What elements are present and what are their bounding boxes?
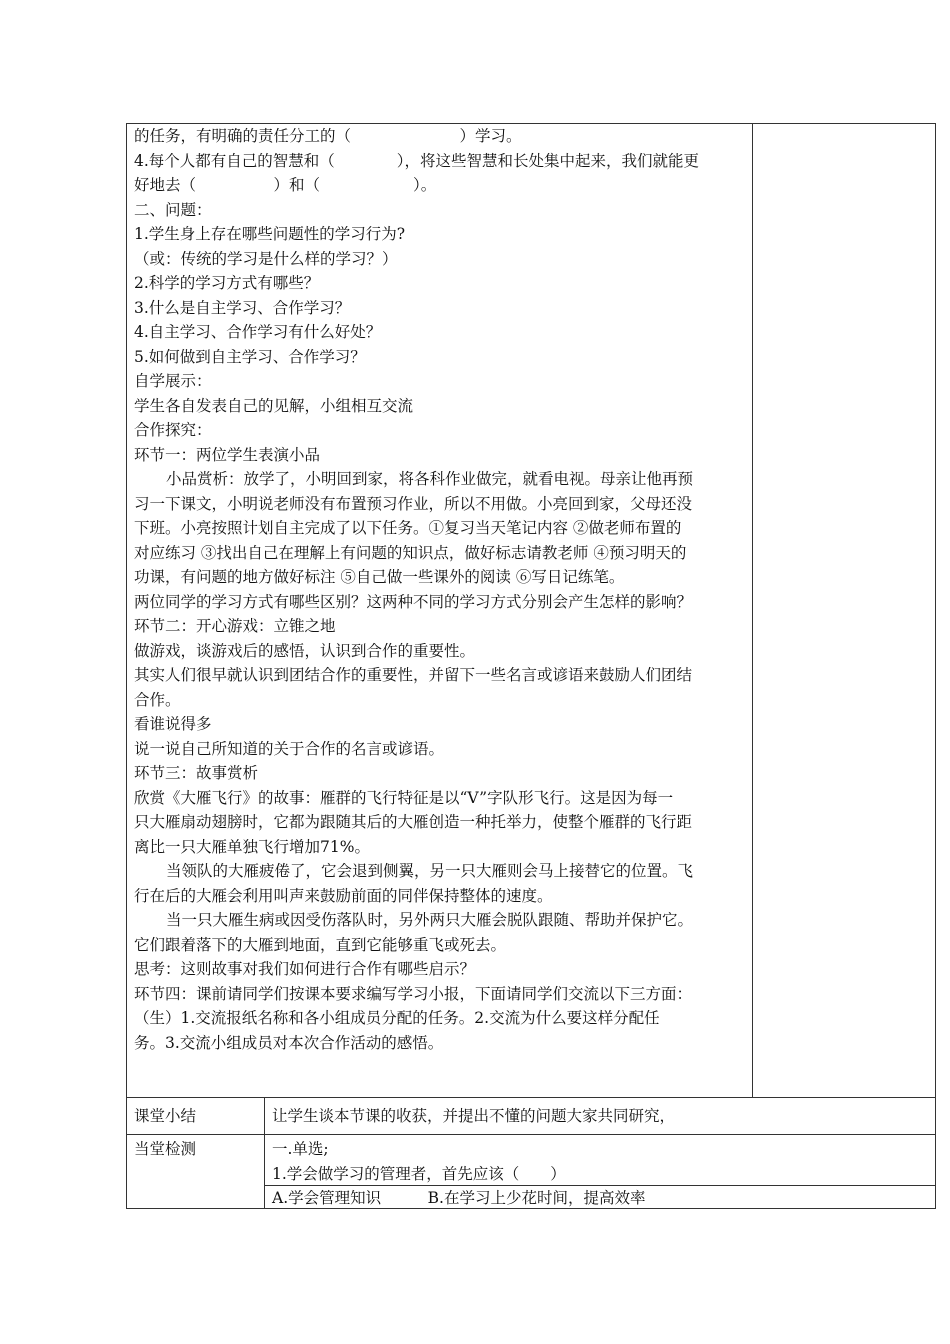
text-line: 看谁说得多 xyxy=(134,715,212,733)
column-divider xyxy=(264,1097,265,1209)
text-line: 的任务，有明确的责任分工的（ ）学习。 xyxy=(134,127,522,145)
section-heading: 合作探究： xyxy=(134,421,212,439)
summary-text: 让学生谈本节课的收获，并提出不懂的问题大家共同研究， xyxy=(272,1107,676,1125)
text-line: 下班。小亮按照计划自主完成了以下任务。①复习当天笔记内容 ②做老师布置的 xyxy=(134,519,682,537)
question-line: 2.科学的学习方式有哪些？ xyxy=(134,274,320,292)
text-line: 合作。 xyxy=(134,690,181,709)
test-content xyxy=(272,1137,922,1211)
section-heading: 环节三：故事赏析 xyxy=(134,764,259,782)
question-line: （或：传统的学习是什么样的学习？） xyxy=(134,249,398,268)
section-heading: 环节二：开心游戏：立锥之地 xyxy=(134,617,336,635)
text-line: 它们跟着落下的大雁到地面，直到它能够重飞或死去。 xyxy=(134,935,507,954)
text-line: 说一说自己所知道的关于合作的名言或谚语。 xyxy=(134,739,445,758)
question-line: 1.学生身上存在哪些问题性的学习行为? xyxy=(134,225,406,243)
text-line: 好地去（ ）和（ ）。 xyxy=(134,176,437,194)
text-line: （生）1.交流报纸名称和各小组成员分配的任务。2.交流为什么要这样分配任 xyxy=(134,1009,660,1027)
main-content xyxy=(134,124,748,1055)
text-line: 环节四：课前请同学们按课本要求编写学习小报，下面请同学们交流以下三方面： xyxy=(134,984,693,1003)
text-line: 小品赏析：放学了，小明回到家，将各科作业做完，就看电视。母亲让他再预 xyxy=(166,470,694,488)
text-line: 欣赏《大雁飞行》的故事：雁群的飞行特征是以“V”字队形飞行。这是因为每一 xyxy=(134,788,674,807)
question-line: 5.如何做到自主学习、合作学习？ xyxy=(134,347,366,366)
text-line: 做游戏，谈游戏后的感悟，认识到合作的重要性。 xyxy=(134,641,476,660)
text-line: 功课，有问题的地方做好标注 ⑤自己做一些课外的阅读 ⑥写日记练笔。 xyxy=(134,568,625,586)
text-line: 学生各自发表自己的见解，小组相互交流 xyxy=(134,396,414,415)
test-question: 1.学会做学习的管理者，首先应该（ ） xyxy=(272,1164,566,1183)
section-heading: 自学展示： xyxy=(134,372,212,390)
summary-label: 课堂小结 xyxy=(134,1107,197,1125)
text-line: 思考：这则故事对我们如何进行合作有哪些启示？ xyxy=(134,960,476,978)
text-line: 行在后的大雁会利用叫声来鼓励前面的同伴保持整体的速度。 xyxy=(134,886,553,905)
column-divider xyxy=(752,123,753,1097)
section-heading: 环节一：两位学生表演小品 xyxy=(134,445,321,464)
section-heading: 二、问题： xyxy=(134,200,212,219)
test-label: 当堂检测 xyxy=(134,1140,197,1158)
text-line: 只大雁扇动翅膀时，它都为跟随其后的大雁创造一种托举力，使整个雁群的飞行距 xyxy=(134,813,693,831)
text-line: 当领队的大雁疲倦了，它会退到侧翼，另一只大雁则会马上接替它的位置。飞 xyxy=(166,862,694,880)
row-divider xyxy=(126,1097,936,1098)
text-line: 习一下课文，小明说老师没有布置预习作业，所以不用做。小亮回到家，父母还没 xyxy=(134,494,693,513)
text-line: 当一只大雁生病或因受伤落队时，另外两只大雁会脱队跟随、帮助并保护它。 xyxy=(166,911,694,929)
row-divider xyxy=(126,1134,936,1135)
question-line: 4.自主学习、合作学习有什么好处？ xyxy=(134,323,382,341)
text-line: 对应练习 ③找出自己在理解上有问题的知识点，做好标志请教老师 ④预习明天的 xyxy=(134,543,687,562)
text-line: 其实人们很早就认识到团结合作的重要性，并留下一些名言或谚语来鼓励人们团结 xyxy=(134,666,693,684)
text-line: 务。3.交流小组成员对本次合作活动的感悟。 xyxy=(134,1033,444,1052)
test-heading: 一.单选; xyxy=(272,1140,329,1158)
question-line: 3.什么是自主学习、合作学习？ xyxy=(134,298,351,317)
text-line: 4.每个人都有自己的智慧和（ ），将这些智慧和长处集中起来，我们就能更 xyxy=(134,151,700,170)
test-options: A.学会管理知识 B.在学习上少花时间，提高效率 xyxy=(272,1189,646,1207)
text-line: 两位同学的学习方式有哪些区别？这两种不同的学习方式分别会产生怎样的影响？ xyxy=(134,592,693,611)
text-line: 离比一只大雁单独飞行增加71%。 xyxy=(134,837,370,856)
